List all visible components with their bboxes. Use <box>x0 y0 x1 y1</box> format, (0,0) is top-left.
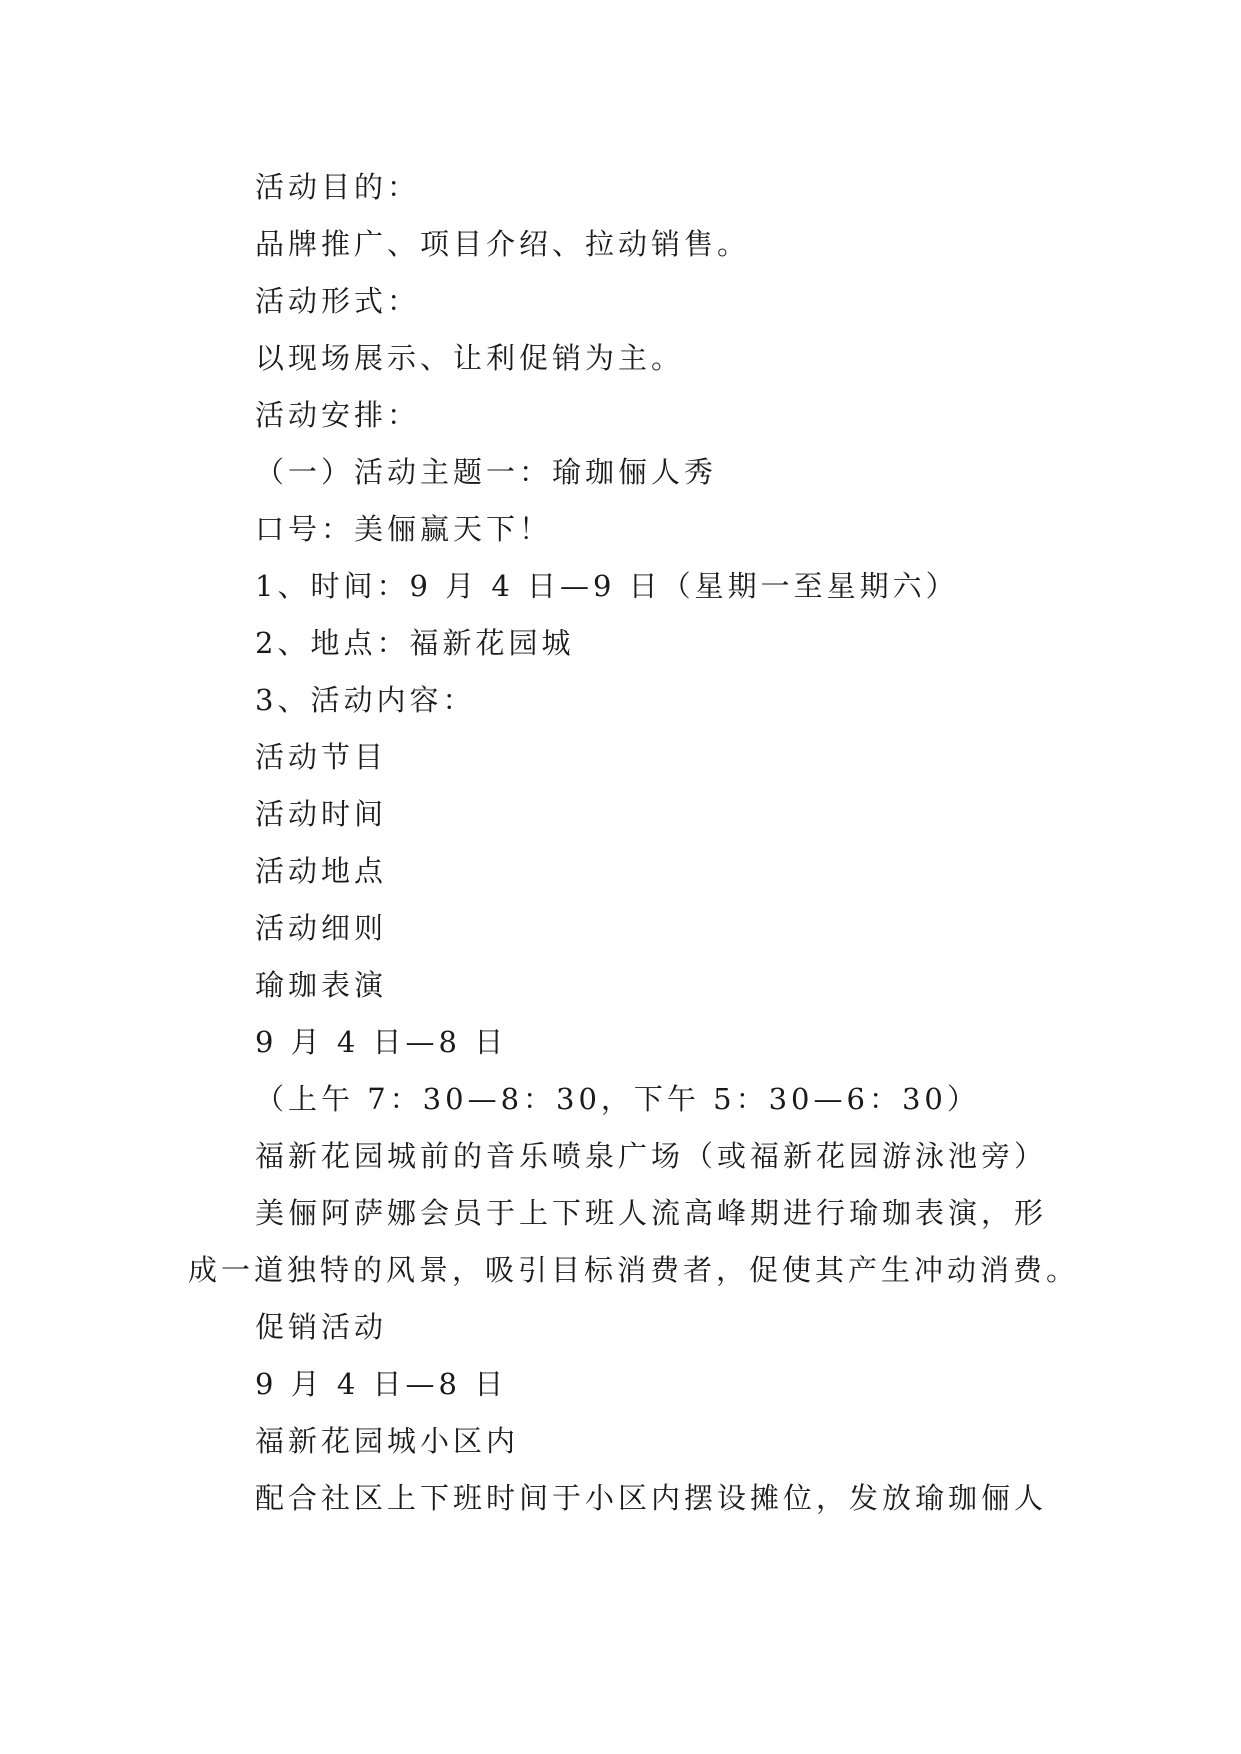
text-line: 活动目的： <box>255 170 421 204</box>
text-line: 福新花园城前的音乐喷泉广场（或福新花园游泳池旁） <box>255 1139 1048 1173</box>
text-line: 9 月 4 日—8 日 <box>255 1367 508 1401</box>
text-line: 9 月 4 日—8 日 <box>255 1025 508 1059</box>
text-line: 配合社区上下班时间于小区内摆设摊位，发放瑜珈俪人 <box>255 1481 1048 1515</box>
text-line: 2、地点：福新花园城 <box>255 626 575 660</box>
text-line: 瑜珈表演 <box>255 968 388 1002</box>
text-line: 活动形式： <box>255 284 421 318</box>
text-line: 1、时间：9 月 4 日—9 日（星期一至星期六） <box>255 569 959 603</box>
text-line: 成一道独特的风景，吸引目标消费者，促使其产生冲动消费。 <box>188 1253 1080 1287</box>
text-line: 福新花园城小区内 <box>255 1424 520 1458</box>
text-line: 促销活动 <box>255 1310 388 1344</box>
text-line: 品牌推广、项目介绍、拉动销售。 <box>255 227 751 261</box>
text-line: 3、活动内容： <box>255 683 476 717</box>
text-line: 以现场展示、让利促销为主。 <box>255 341 685 375</box>
text-line: 口号：美俪赢天下！ <box>255 512 553 546</box>
text-line: 活动细则 <box>255 911 388 945</box>
text-line: 活动地点 <box>255 854 388 888</box>
text-line: 活动时间 <box>255 797 388 831</box>
text-line: 美俪阿萨娜会员于上下班人流高峰期进行瑜珈表演，形 <box>255 1196 1048 1230</box>
text-line: 活动节目 <box>255 740 388 774</box>
text-line: 活动安排： <box>255 398 421 432</box>
text-line: （一）活动主题一：瑜珈俪人秀 <box>255 455 718 489</box>
text-line: （上午 7：30—8：30，下午 5：30—6：30） <box>255 1082 980 1116</box>
